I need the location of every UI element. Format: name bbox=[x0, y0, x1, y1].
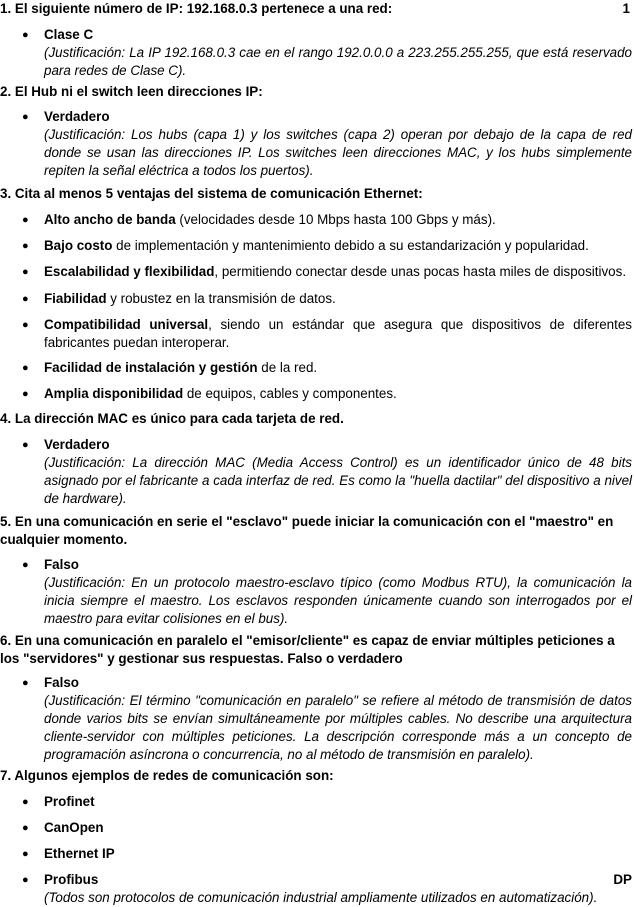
network-example-item bbox=[22, 793, 632, 811]
advantage-item bbox=[22, 359, 632, 377]
bullet-icon: ● bbox=[22, 293, 29, 305]
advantage-item bbox=[22, 290, 632, 308]
question-5-text: 5. En una comunicación en serie el "esclavo" puede iniciar la comunicación con el "maestro" en cualquier momento. bbox=[0, 514, 614, 547]
bullet-icon: ● bbox=[22, 214, 29, 226]
question-6-title bbox=[0, 632, 632, 668]
bullet-icon: ● bbox=[22, 439, 29, 451]
corner-tag: DP bbox=[613, 872, 632, 887]
advantage-text: (velocidades desde 10 Mbps hasta 100 Gbps y más). bbox=[175, 212, 496, 227]
advantage-bold: Alto ancho de banda bbox=[44, 212, 176, 227]
network-example-label: Profinet bbox=[44, 794, 95, 809]
question-2-justification: (Justificación: Los hubs (capa 1) y los switches (capa 2) operan por debajo de la capa de red donde se usan las direcciones IP. Los switches leen direcciones MAC, y los hubs simplemente repiten la señal eléctrica a todos los puertos). bbox=[44, 127, 632, 178]
bullet-icon: ● bbox=[22, 796, 29, 808]
advantage-item bbox=[22, 237, 632, 255]
question-4-title bbox=[0, 410, 632, 428]
bullet-icon: ● bbox=[22, 848, 29, 860]
question-2-answer-item bbox=[22, 108, 632, 180]
bullet-icon: ● bbox=[22, 240, 29, 252]
advantage-item bbox=[22, 385, 632, 403]
question-1-justification: (Justificación: La IP 192.168.0.3 cae en el rango 192.0.0.0 a 223.255.255.255, que está reservado para redes de Clase C). bbox=[44, 45, 632, 78]
advantage-bold: Facilidad de instalación y gestión bbox=[44, 360, 258, 375]
question-4-answer: Verdadero bbox=[44, 437, 110, 452]
advantage-text: de implementación y mantenimiento debido a su estandarización y popularidad. bbox=[112, 238, 589, 253]
network-examples-note: (Todos son protocolos de comunicación industrial ampliamente utilizados en automatización). bbox=[44, 890, 598, 905]
bullet-icon: ● bbox=[22, 874, 29, 886]
advantage-bold: Amplia disponibilidad bbox=[44, 386, 184, 401]
advantage-text: y robustez en la transmisión de datos. bbox=[106, 291, 336, 306]
advantage-bold: Compatibilidad universal bbox=[44, 317, 209, 332]
question-1-text: 1. El siguiente número de IP: 192.168.0.3 pertenece a una red: bbox=[0, 1, 393, 16]
question-6-text: 6. En una comunicación en paralelo el "emisor/cliente" es capaz de enviar múltiples peticiones a los "servidores" y gestionar sus respuestas. Falso o verdadero bbox=[0, 633, 615, 666]
network-example-item bbox=[22, 845, 632, 863]
advantage-bold: Fiabilidad bbox=[44, 291, 107, 306]
bullet-icon: ● bbox=[22, 388, 29, 400]
advantage-text: , siendo un estándar que asegura que dispositivos de diferentes fabricantes puedan interoperar. bbox=[44, 317, 632, 350]
question-5-justification: (Justificación: En un protocolo maestro-esclavo típico (como Modbus RTU), la comunicación la inicia siempre el maestro. Los esclavos responden únicamente cuando son interrogados por el maestro para evitar colisiones en el bus). bbox=[44, 575, 632, 626]
question-2-text: 2. El Hub ni el switch leen direcciones IP: bbox=[0, 84, 263, 99]
question-5-title bbox=[0, 513, 632, 549]
bullet-icon: ● bbox=[22, 111, 29, 123]
question-4-answer-item bbox=[22, 436, 632, 508]
question-1-title bbox=[0, 0, 632, 18]
bullet-icon: ● bbox=[22, 319, 29, 331]
page-number: 1 bbox=[622, 1, 630, 16]
question-2-title bbox=[0, 83, 632, 101]
network-example-item bbox=[22, 819, 632, 837]
bullet-icon: ● bbox=[22, 29, 29, 41]
advantage-item bbox=[22, 211, 632, 229]
network-example-item bbox=[22, 871, 632, 907]
question-6-answer-item bbox=[22, 674, 632, 764]
question-2-answer: Verdadero bbox=[44, 109, 110, 124]
question-1-answer: Clase C bbox=[44, 27, 94, 42]
advantage-text: , permitiendo conectar desde unas pocas hasta miles de dispositivos. bbox=[214, 264, 627, 279]
question-4-text: 4. La dirección MAC es único para cada tarjeta de red. bbox=[0, 411, 344, 426]
advantage-item bbox=[22, 263, 632, 281]
question-6-answer: Falso bbox=[44, 675, 79, 690]
network-example-label: CanOpen bbox=[44, 820, 104, 835]
question-4-justification: (Justificación: La dirección MAC (Media Access Control) es un identificador único de 48 bits asignado por el fabricante a cada interfaz de red. Es como la "huella dactilar" del dispositivo a nivel de hardware). bbox=[44, 455, 632, 506]
network-example-label: Profibus bbox=[44, 872, 99, 887]
advantage-bold: Bajo costo bbox=[44, 238, 113, 253]
bullet-icon: ● bbox=[22, 559, 29, 571]
question-5-answer-item bbox=[22, 556, 632, 628]
bullet-icon: ● bbox=[22, 266, 29, 278]
advantage-text: de equipos, cables y componentes. bbox=[183, 386, 397, 401]
question-3-text: 3. Cita al menos 5 ventajas del sistema de comunicación Ethernet: bbox=[0, 186, 423, 201]
bullet-icon: ● bbox=[22, 677, 29, 689]
question-1-answer-item bbox=[22, 26, 632, 80]
advantage-item bbox=[22, 316, 632, 352]
question-7-text: 7. Algunos ejemplos de redes de comunicación son: bbox=[0, 768, 334, 783]
bullet-icon: ● bbox=[22, 362, 29, 374]
network-example-label: Ethernet IP bbox=[44, 846, 115, 861]
bullet-icon: ● bbox=[22, 822, 29, 834]
advantage-bold: Escalabilidad y flexibilidad bbox=[44, 264, 215, 279]
advantage-text: de la red. bbox=[257, 360, 318, 375]
question-6-justification: (Justificación: El término "comunicación en paralelo" se refiere al método de transmisión de datos donde varios bits se envían simultáneamente por múltiples cables. No describe una arquitectura cliente-servidor con múltiples peticiones. La descripción corresponde más a un concepto de programación asíncrona o concurrencia, no al método de transmisión en paralelo). bbox=[44, 693, 632, 762]
question-7-title bbox=[0, 767, 632, 785]
question-3-title bbox=[0, 185, 632, 203]
question-5-answer: Falso bbox=[44, 557, 79, 572]
